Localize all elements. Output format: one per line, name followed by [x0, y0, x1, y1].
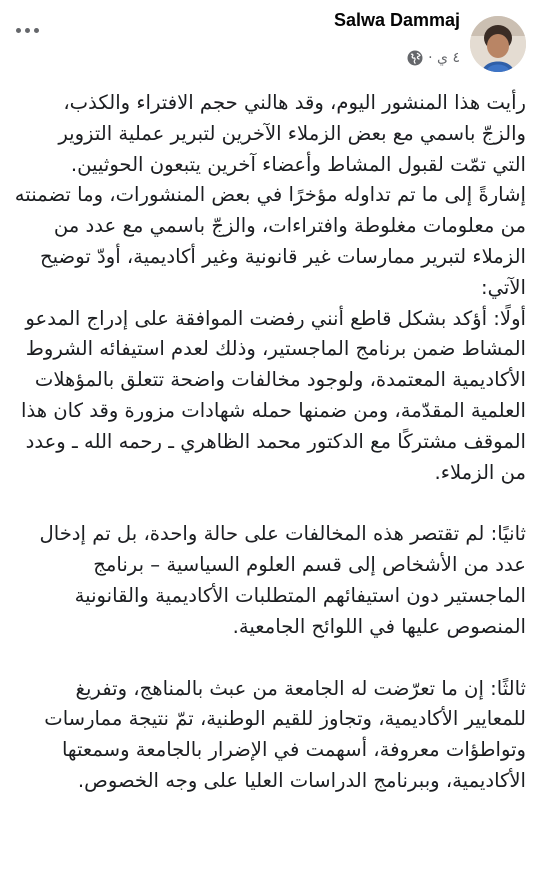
post-header: [0, 0, 540, 82]
post-line: للمعايير الأكاديمية، وتجاوز للقيم الوطنية، تمّ نتيجة ممارسات: [44, 707, 526, 731]
more-dot: [25, 28, 30, 33]
post-line: الزملاء لتبرير ممارسات غير قانونية وغير أكاديمية، أودّ توضيح: [40, 244, 526, 268]
post-line: الأكاديمية المعتمدة، ولوجود مخالفات واضحة تتعلق بالمؤهلات: [34, 368, 526, 392]
post-line: رأيت هذا المنشور اليوم، وقد هالني حجم الافتراء والكذب،: [63, 91, 526, 114]
post-line: العلمية المقدّمة، ومن ضمنها حمله شهادات مزورة وقد كان هذا: [21, 398, 526, 422]
avatar-image: [470, 16, 526, 72]
post-line: والزجّ باسمي مع بعض الزملاء الآخرين لتبرير عملية التزوير: [58, 121, 526, 145]
post-line: الأكاديمية، وببرنامج الدراسات العليا على وجه الخصوص.: [77, 768, 526, 792]
post-line: من معلومات مغلوطة وافتراءات، والزجّ باسمي مع عدد من: [53, 214, 526, 238]
post-meta: [407, 50, 460, 66]
post-line: الموقف مشتركًا مع الدكتور محمد الظاهري ـ رحمه الله ـ وعدد: [25, 429, 526, 453]
post-line: ثانيًا: لم تقتصر هذه المخالفات على حالة واحدة، بل تم إدخال: [39, 522, 526, 546]
post-line: المنصوص عليها في اللوائح الجامعية.: [232, 614, 526, 638]
more-dot: [34, 28, 39, 33]
author-name[interactable]: Salwa Dammaj: [333, 10, 460, 30]
post-line: الماجستير دون استيفائهم المتطلبات الأكاديمية والقانونية: [74, 583, 526, 607]
post-time[interactable]: ٤ ي ·: [428, 50, 460, 66]
post-line: من الزملاء.: [434, 460, 526, 484]
post-line: وتواطؤات معروفة، أسهمت في الإضرار بالجامعة وسمعتها: [61, 738, 526, 762]
author-avatar[interactable]: [470, 16, 526, 72]
post-line: أولًا: أؤكد بشكل قاطع أنني رفضت الموافقة على إدراج المدعو: [25, 306, 526, 330]
post-line: عدد من الأشخاص إلى قسم العلوم السياسية – برنامج: [93, 553, 526, 577]
more-dot: [16, 28, 21, 33]
post-line: ثالثًا: إن ما تعرّضت له الجامعة من عبث بالمناهج، وتفريغ: [75, 676, 526, 700]
post-line: المشاط ضمن برنامج الماجستير، وذلك لعدم استيفائه الشروط: [25, 337, 526, 361]
post-line: التي تمّت لقبول المشاط وأعضاء آخرين يتبعون الحوثيين.: [70, 152, 526, 176]
globe-icon: [407, 50, 423, 66]
more-options-button[interactable]: [12, 20, 42, 40]
post-line: الآتي:: [480, 275, 526, 299]
post-line: إشارةً إلى ما تم تداوله مؤخرًا في بعض المنشورات، وما تضمنته: [14, 183, 526, 207]
post-text: [14, 88, 526, 797]
